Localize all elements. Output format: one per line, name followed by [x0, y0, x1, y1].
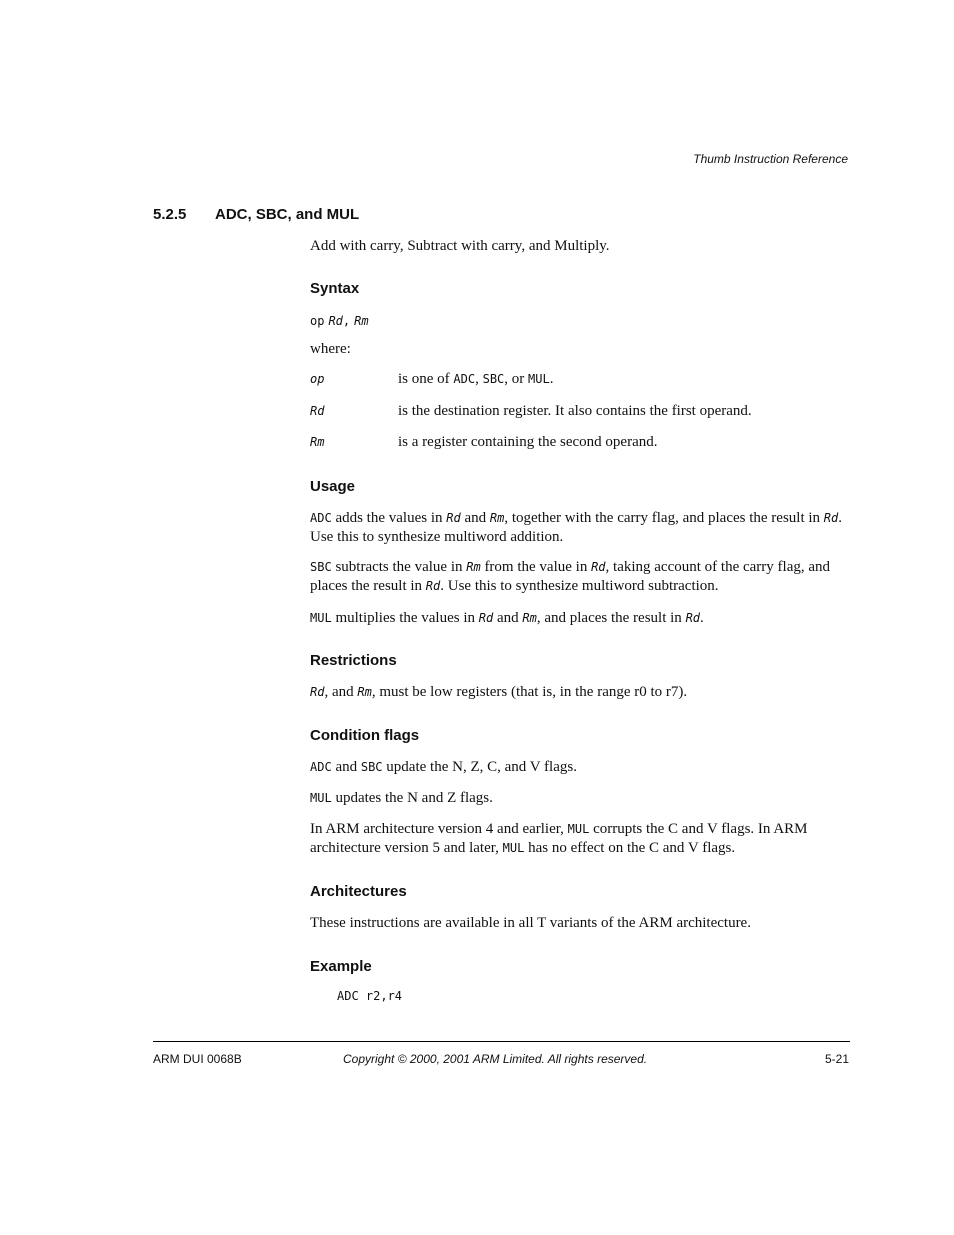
- param-def: is a register containing the second operand.: [398, 434, 658, 450]
- footer-copyright: Copyright © 2000, 2001 ARM Limited. All rights reserved.: [343, 1052, 648, 1066]
- flags-paragraph-arch: In ARM architecture version 4 and earlier, MUL corrupts the C and V flags. In ARM architecture version 5 and later, MUL has no effect on the C and V flags.: [310, 821, 808, 856]
- usage-paragraph-mul: MUL multiplies the values in Rd and Rm, and places the result in Rd.: [310, 610, 704, 626]
- syntax-op: op: [310, 314, 325, 328]
- param-row-rm: [310, 434, 850, 454]
- example-code: ADC r2,r4: [337, 989, 403, 1003]
- param-row-rd: [310, 403, 850, 423]
- param-row-op: [310, 371, 850, 391]
- syntax-code: [310, 312, 850, 330]
- section-number: 5.2.5: [153, 206, 187, 223]
- example-heading: Example: [310, 958, 372, 975]
- param-def: is the destination register. It also contains the first operand.: [398, 403, 752, 419]
- footer-doc-id: ARM DUI 0068B: [153, 1052, 242, 1066]
- param-def: is one of ADC, SBC, or MUL.: [398, 371, 554, 387]
- syntax-heading: Syntax: [310, 280, 360, 297]
- restrictions-paragraph: Rd, and Rm, must be low registers (that is, in the range r0 to r7).: [310, 684, 688, 700]
- param-term: Rd: [310, 404, 325, 418]
- section-title: ADC, SBC, and MUL: [215, 206, 360, 223]
- running-header: Thumb Instruction Reference: [693, 152, 848, 166]
- syntax-rd: Rd: [328, 314, 343, 328]
- syntax-sep: ,: [342, 314, 351, 328]
- flags-paragraph-adc-sbc: ADC and SBC update the N, Z, C, and V flags.: [310, 759, 577, 775]
- usage-paragraph-sbc: SBC subtracts the value in Rm from the value in Rd, taking account of the carry flag, and places the result in Rd. Use this to synthesize multiword subtraction.: [310, 559, 831, 594]
- architectures-heading: Architectures: [310, 883, 407, 900]
- where-label: where:: [310, 341, 351, 357]
- intro-paragraph: Add with carry, Subtract with carry, and Multiply.: [310, 238, 610, 254]
- restrictions-heading: Restrictions: [310, 652, 397, 669]
- syntax-rm: Rm: [354, 314, 369, 328]
- condition-flags-heading: Condition flags: [310, 727, 420, 744]
- footer-page-number: 5-21: [824, 1052, 849, 1066]
- architectures-paragraph: These instructions are available in all T variants of the ARM architecture.: [310, 915, 751, 931]
- usage-paragraph-adc: ADC adds the values in Rd and Rm, together with the carry flag, and places the result in Rd. Use this to synthesize multiword addition.: [310, 510, 842, 545]
- param-term: op: [310, 372, 325, 386]
- flags-paragraph-mul: MUL updates the N and Z flags.: [310, 790, 493, 806]
- param-term: Rm: [310, 435, 325, 449]
- usage-heading: Usage: [310, 478, 356, 495]
- footer-divider: [153, 1041, 850, 1042]
